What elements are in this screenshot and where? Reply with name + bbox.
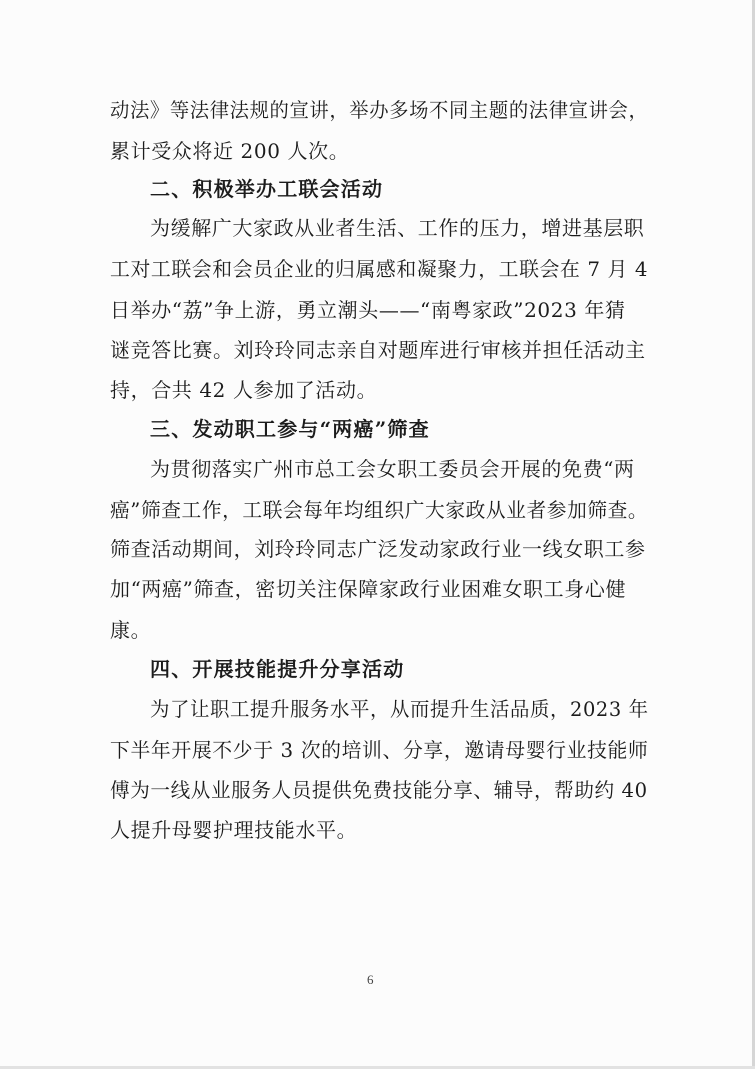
section-heading: 四、开展技能提升分享活动 [150, 657, 405, 681]
text-line: 康。 [110, 618, 152, 642]
text-line: 为了让职工提升服务水平，从而提升生活品质，2023 年 [150, 697, 649, 721]
text-line: 累计受众将近 200 人次。 [110, 139, 350, 163]
text-line: 为缓解广大家政从业者生活、工作的压力，增进基层职 [150, 216, 645, 240]
page-number: 6 [367, 972, 374, 987]
text-line: 为贯彻落实广州市总工会女职工委员会开展的免费“两 [150, 457, 635, 481]
section-heading: 二、积极举办工联会活动 [150, 177, 384, 201]
text-line: 人提升母婴护理技能水平。 [110, 818, 358, 842]
text-line: 傅为一线从业服务人员提供免费技能分享、辅导，帮助约 40 [110, 778, 648, 802]
text-line: 加“两癌”筛查，密切关注保障家政行业困难女职工身心健 [110, 577, 627, 601]
text-line: 日举办“荔”争上游，勇立潮头——“南粤家政”2023 年猜 [110, 298, 626, 322]
text-line: 筛查活动期间，刘玲玲同志广泛发动家政行业一线女职工参 [110, 537, 646, 561]
text-line: 持，合共 42 人参加了活动。 [110, 378, 378, 402]
text-line: 动法》等法律法规的宣讲，举办多场不同主题的法律宣讲会， [110, 98, 649, 122]
text-line: 癌”筛查工作，工联会每年均组织广大家政从业者参加筛查。 [110, 498, 649, 522]
text-line: 谜竞答比赛。刘玲玲同志亲自对题库进行审核并担任活动主 [110, 338, 646, 362]
text-line: 下半年开展不少于 3 次的培训、分享，邀请母婴行业技能师 [110, 738, 649, 762]
section-heading: 三、发动职工参与“两癌”筛查 [150, 417, 430, 441]
text-line: 工对工联会和会员企业的归属感和凝聚力，工联会在 7 月 4 [110, 257, 649, 281]
